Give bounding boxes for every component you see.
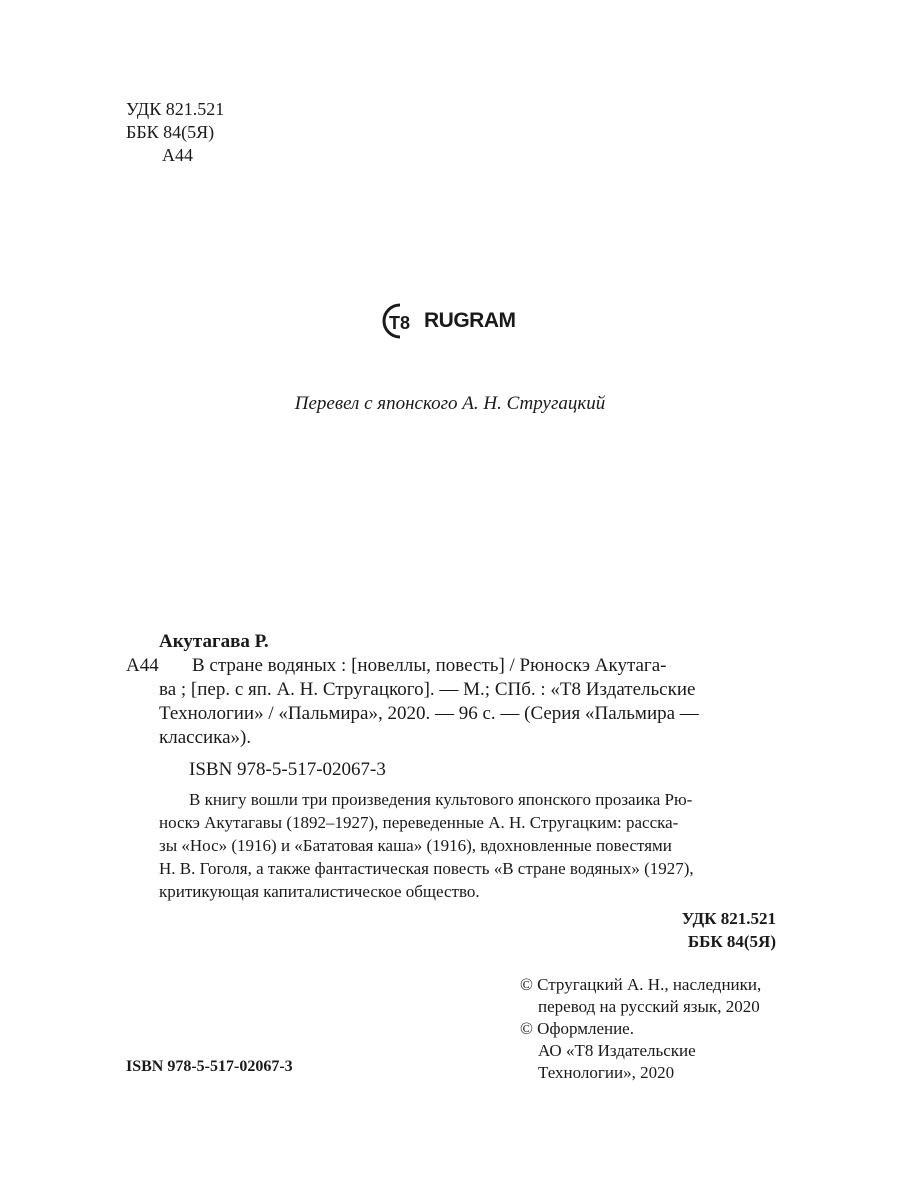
- publisher-logo: [380, 300, 530, 342]
- logo-wordmark: RUGRAM: [424, 309, 516, 332]
- entry-isbn: ISBN 978-5-517-02067-3: [189, 759, 386, 780]
- entry-bbk: ББК 84(5Я): [687, 932, 776, 951]
- annotation-line: критикующая капиталистическое общество.: [159, 882, 480, 901]
- entry-author-sign: А44: [126, 655, 159, 676]
- bibliographic-entry: [126, 630, 776, 953]
- author-sign: А44: [162, 145, 193, 165]
- entry-line: В стране водяных : [новеллы, повесть] / Рюноскэ Акутага-: [192, 655, 667, 676]
- entry-line: классика»).: [159, 727, 252, 748]
- bbk-code: ББК 84(5Я): [126, 122, 215, 142]
- copyright-line: АО «Т8 Издательские: [538, 1041, 696, 1060]
- annotation-line: носкэ Акутагавы (1892–1927), переведенные А. Н. Стругацким: расска-: [159, 813, 679, 832]
- copyright-block: [520, 974, 761, 1084]
- annotation-line: зы «Нос» (1916) и «Бататовая каша» (1916), вдохновленные повестями: [159, 836, 672, 855]
- entry-line: Технологии» / «Пальмира», 2020. — 96 с. — (Серия «Пальмира —: [159, 703, 699, 724]
- entry-line: ва ; [пер. с яп. А. Н. Стругацкого]. — М.; СПб. : «Т8 Издательские: [159, 679, 696, 700]
- t8-logo-icon: [380, 301, 418, 341]
- entry-classification: [126, 907, 776, 953]
- isbn-footer: ISBN 978-5-517-02067-3: [126, 1058, 293, 1075]
- copyright-line: © Оформление.: [520, 1019, 634, 1038]
- annotation-line: Н. В. Гоголя, а также фантастическая повесть «В стране водяных» (1927),: [159, 859, 694, 878]
- copyright-line: перевод на русский язык, 2020: [538, 997, 760, 1016]
- annotation-line: В книгу вошли три произведения культового японского прозаика Рю-: [189, 790, 693, 809]
- copyright-line: © Стругацкий А. Н., наследники,: [520, 975, 762, 994]
- entry-author: Акутагава Р.: [159, 631, 269, 652]
- entry-description: [126, 654, 776, 750]
- annotation: [126, 788, 776, 903]
- classification-codes: [126, 98, 224, 167]
- udk-code: УДК 821.521: [126, 99, 225, 119]
- entry-udk: УДК 821.521: [681, 909, 776, 928]
- translator-credit: Перевел с японского А. Н. Стругацкий: [294, 393, 606, 414]
- copyright-line: Технологии», 2020: [538, 1063, 675, 1082]
- logo-mark: T8: [389, 313, 411, 333]
